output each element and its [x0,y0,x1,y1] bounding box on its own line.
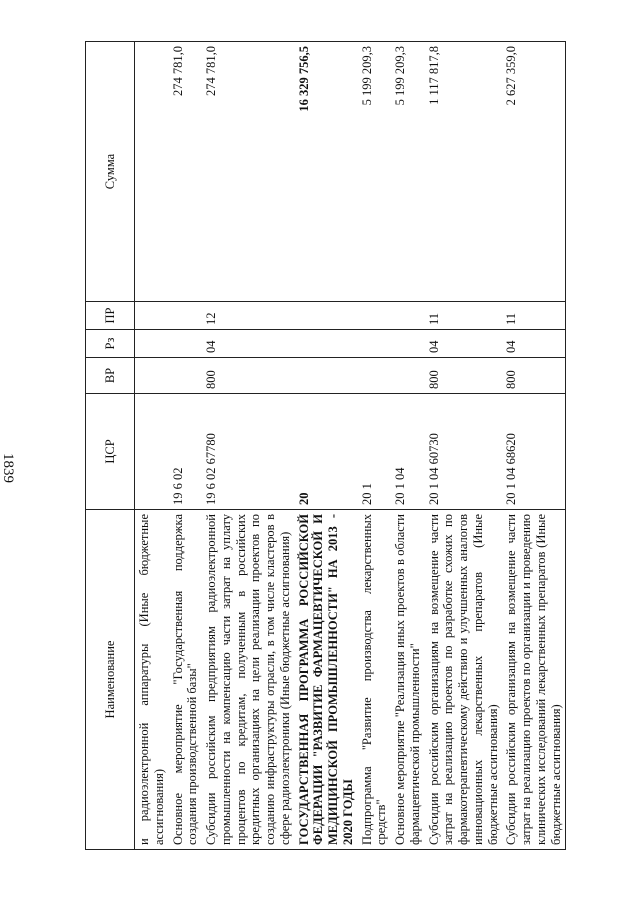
row-pr: 12 [202,302,295,330]
row-pr [295,302,358,330]
row-rz: 04 [202,330,295,358]
table-row [391,42,425,850]
page-number: 1839 [0,453,16,483]
row-csr [135,394,169,510]
row-name: Субсидии российским предприятиям радиоэлектронной промышленности на компенсацию части затрат на уплату процентов по кредитам, полученным в российских кредитных организациях на цели реализации проектов по созданию инфраструктуры отрасли, в том числе кластеров в сфере радиоэлектроники (Иные бюджетные ассигнования) [202,510,295,850]
row-csr: 19 6 02 67780 [202,394,295,510]
budget-table [85,41,566,850]
row-sum: 274 781,0 [202,42,295,302]
header-sum: Сумма [86,42,135,302]
row-rz [169,330,203,358]
row-csr: 20 [295,394,358,510]
row-vr: 800 [425,358,503,394]
row-pr [358,302,392,330]
table-row [425,42,503,850]
header-pr: ПР [86,302,135,330]
header-vr: ВР [86,358,135,394]
table-row [202,42,295,850]
row-rz [295,330,358,358]
row-rz [135,330,169,358]
table-header-row [86,42,135,850]
row-csr: 19 6 02 [169,394,203,510]
row-sum [135,42,169,302]
table-row [135,42,169,850]
row-name: Основное мероприятие "Реализация иных проектов в области фармацевтической промышленности" [391,510,425,850]
row-vr [135,358,169,394]
row-name: Основное мероприятие "Государственная поддержка создания производственной базы" [169,510,203,850]
row-vr [169,358,203,394]
row-rz: 04 [502,330,566,358]
row-vr: 800 [502,358,566,394]
header-csr: ЦСР [86,394,135,510]
budget-sheet [85,42,605,850]
row-pr [391,302,425,330]
header-name: Наименование [86,510,135,850]
row-pr [135,302,169,330]
row-sum: 1 117 817,8 [425,42,503,302]
row-name: Субсидии российским организациям на возмещение части затрат на реализацию проектов по разработке схожих по фармакотерапевтическому действию и улучшенных аналогов инновационных лекарственных препаратов (Иные бюджетные ассигнования) [425,510,503,850]
table-row [169,42,203,850]
row-vr [295,358,358,394]
row-pr [169,302,203,330]
table-row [358,42,392,850]
row-pr: 11 [502,302,566,330]
row-pr: 11 [425,302,503,330]
table-row [502,42,566,850]
row-csr: 20 1 04 68620 [502,394,566,510]
row-vr [358,358,392,394]
row-csr: 20 1 04 60730 [425,394,503,510]
row-sum: 2 627 359,0 [502,42,566,302]
row-sum: 5 199 209,3 [391,42,425,302]
row-name: и радиоэлектронной аппаратуры (Иные бюджетные ассигнования) [135,510,169,850]
row-name: ГОСУДАРСТВЕННАЯ ПРОГРАММА РОССИЙСКОЙ ФЕДЕРАЦИИ "РАЗВИТИЕ ФАРМАЦЕВТИЧЕСКОЙ И МЕДИЦИНСКОЙ ПРОМЫШЛЕННОСТИ" НА 2013 - 2020 ГОДЫ [295,510,358,850]
row-csr: 20 1 04 [391,394,425,510]
row-name: Подпрограмма "Развитие производства лекарственных средств" [358,510,392,850]
row-vr [391,358,425,394]
row-rz [391,330,425,358]
row-sum: 5 199 209,3 [358,42,392,302]
header-rz: Рз [86,330,135,358]
row-csr: 20 1 [358,394,392,510]
row-sum: 16 329 756,5 [295,42,358,302]
row-rz: 04 [425,330,503,358]
row-vr: 800 [202,358,295,394]
row-sum: 274 781,0 [169,42,203,302]
table-row [295,42,358,850]
row-name: Субсидии российским организациям на возмещение части затрат на реализацию проектов по организации и проведению клинических исследований лекарственных препаратов (Иные бюджетные ассигнования) [502,510,566,850]
row-rz [358,330,392,358]
